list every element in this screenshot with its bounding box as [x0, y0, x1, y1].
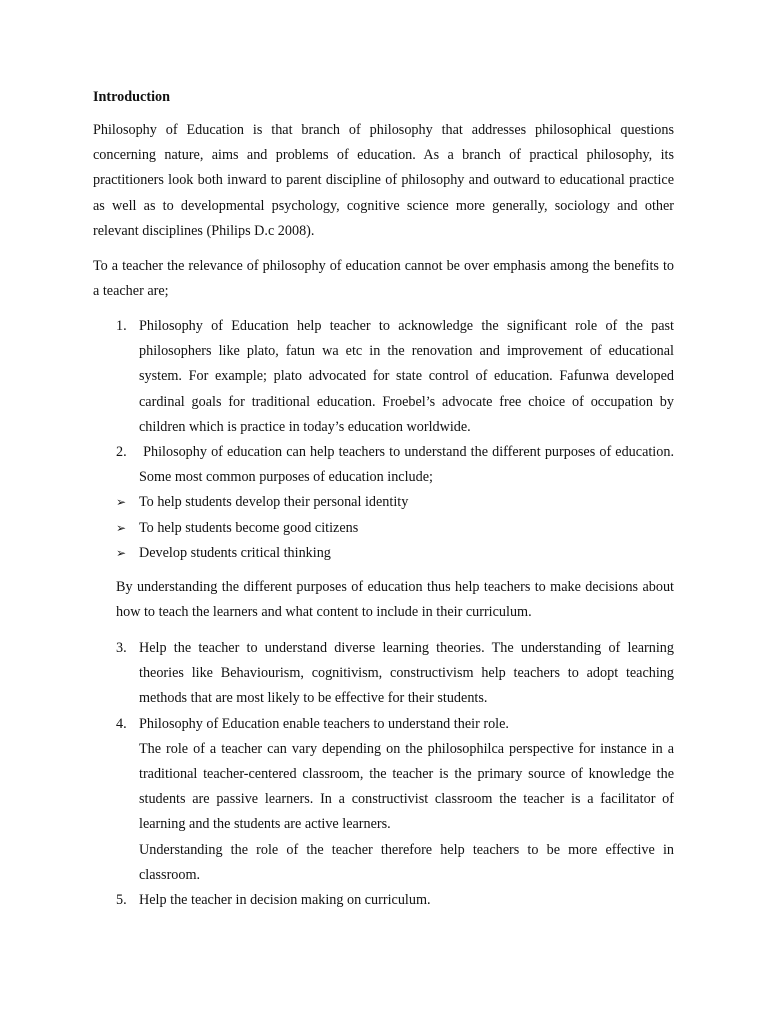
list-number: 4.	[116, 715, 127, 732]
list-number: 1.	[116, 318, 127, 334]
role-summary-paragraph: Understanding the role of the teacher therefore help teachers to be more effective in classroom.	[139, 841, 674, 883]
bullet-item-text: To help students develop their personal identity	[139, 494, 409, 511]
bullet-item-3	[0, 541, 768, 566]
arrow-bullet-icon: ➢	[116, 495, 127, 510]
list-item-text: Philosophy of Education enable teachers to understand their role.	[139, 715, 509, 732]
numbered-list-second	[0, 636, 768, 913]
arrow-bullet-icon: ➢	[116, 545, 127, 560]
list-item-5	[0, 888, 768, 913]
benefits-paragraph: To a teacher the relevance of philosophy of education cannot be over emphasis among the benefits to a teacher are;	[93, 258, 674, 300]
role-paragraph: The role of a teacher can vary depending on the philosophilca perspective for instance in a traditional teacher-centered classroom, the teacher is the primary source of knowledge the students are passive learners. In a constructivist classroom the teacher is a facilitator of learning and the students are active learners.	[139, 740, 674, 833]
section-heading: Introduction	[93, 89, 170, 105]
list-number: 2.	[116, 444, 127, 461]
numbered-list-first	[0, 314, 768, 566]
list-item-4	[0, 712, 768, 888]
arrow-bullet-icon: ➢	[116, 520, 127, 535]
list-item-text: Philosophy of Education help teacher to acknowledge the significant role of the past philosophers like plato, fatun wa etc in the renovation and improvement of educational system. For example; plato advocated for state control of education. Fafunwa developed cardinal goals for traditional education. Froebel’s advocate free choice of occupation by children which is practice in today’s education worldwide.	[139, 318, 674, 435]
list-item-3	[0, 636, 768, 712]
bullet-item-text: Develop students critical thinking	[139, 544, 331, 561]
intro-paragraph: Philosophy of Education is that branch of philosophy that addresses philosophical questions concerning nature, aims and problems of education. As a branch of practical philosophy, its practitioners look both inward to parent discipline of philosophy and outward to educational practice as well as to developmental psychology, cognitive science more generally, sociology and other relevant disciplines (Philips D.c 2008).	[93, 122, 674, 239]
purposes-paragraph: By understanding the different purposes of education thus help teachers to make decisions about how to teach the learners and what content to include in their curriculum.	[116, 579, 674, 621]
list-item-text: Help the teacher in decision making on curriculum.	[139, 892, 431, 909]
list-item-text: Help the teacher to understand diverse learning theories. The understanding of learning theories like Behaviourism, cognitivism, constructivism help teachers to adopt teaching methods that are most likely to be effective for their students.	[139, 640, 674, 707]
bullet-item-text: To help students become good citizens	[139, 519, 359, 536]
list-item-2	[0, 440, 768, 490]
list-item-text: Philosophy of education can help teachers to understand the different purposes of education. Some most common purposes of education include;	[139, 444, 678, 486]
bullet-item-1	[0, 490, 768, 515]
list-number: 5.	[116, 892, 127, 909]
list-item-1	[0, 314, 768, 440]
list-number: 3.	[116, 640, 127, 656]
bullet-item-2	[0, 516, 768, 541]
